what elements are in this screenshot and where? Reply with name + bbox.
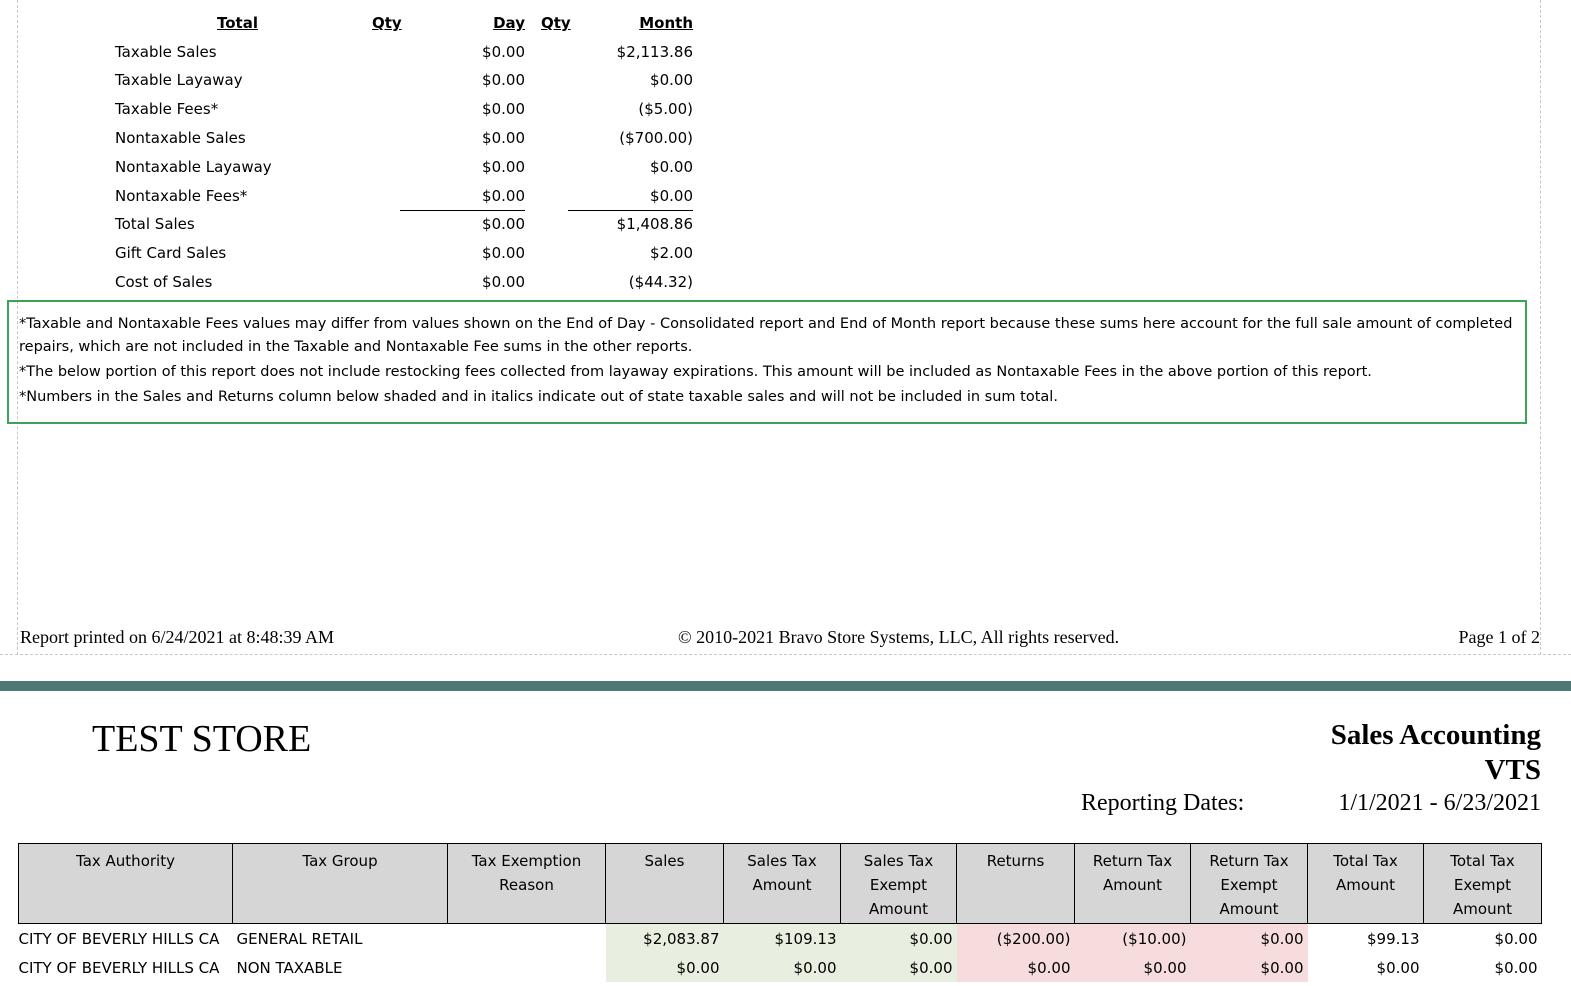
header-day: Day [493, 14, 525, 32]
cell-return-tax: ($10.00) [1075, 924, 1191, 954]
row-day-value: $0.00 [482, 43, 525, 61]
col-header: Return Tax Exempt Amount [1191, 844, 1308, 924]
cell-return-tax: $0.00 [1075, 953, 1191, 982]
col-header: Return Tax Amount [1075, 844, 1191, 924]
reporting-dates-value: 1/1/2021 - 6/23/2021 [1338, 790, 1541, 816]
row-day-value: $0.00 [482, 187, 525, 205]
row-label: Taxable Fees* [115, 100, 219, 118]
col-header: Tax Group [233, 844, 448, 924]
month-subtotal-rule [568, 210, 693, 211]
note-fees: *Taxable and Nontaxable Fees values may differ from values shown on the End of Day - Consolidated report and End of Month report because these sums here account for the full sale amount of completed repairs, which are not included in the Taxable and Nontaxable Fee sums in the other reports. [19, 316, 1513, 355]
cell-tax-authority: CITY OF BEVERLY HILLS CA [18, 958, 220, 977]
cell-total-tax: $0.00 [1376, 958, 1420, 977]
table-row [19, 924, 1542, 954]
col-header: Total Tax Amount [1308, 844, 1424, 924]
note-out-of-state: *Numbers in the Sales and Returns column below shaded and in italics indicate out of state taxable sales and will not be included in sum total. [19, 389, 1058, 405]
cell-exemption-reason [448, 924, 606, 954]
row-day-value: $0.00 [482, 71, 525, 89]
cell-sales-tax: $109.13 [724, 924, 841, 954]
cell-sales-tax-exempt: $0.00 [841, 953, 957, 982]
row-month-value: $0.00 [650, 158, 693, 176]
cell-tax-authority: CITY OF BEVERLY HILLS CA [18, 929, 220, 948]
table-row [19, 953, 1542, 982]
notes-box [7, 300, 1527, 424]
row-label: Gift Card Sales [115, 244, 227, 262]
row-month-value: $2,113.86 [616, 43, 693, 61]
col-header: Tax Exemption Reason [448, 844, 606, 924]
col-header: Total Tax Exempt Amount [1424, 844, 1542, 924]
row-day-value: $0.00 [482, 158, 525, 176]
header-qty-month: Qty [541, 14, 571, 32]
cell-tax-group: GENERAL RETAIL [236, 929, 363, 948]
cell-tax-group: NON TAXABLE [236, 958, 343, 977]
row-month-value: ($700.00) [619, 129, 693, 147]
report-title: Sales Accounting [1330, 719, 1541, 751]
row-month-value: $0.00 [650, 71, 693, 89]
row-month-value: ($5.00) [638, 100, 693, 118]
col-header: Sales Tax Amount [724, 844, 841, 924]
cell-return-tax-exempt: $0.00 [1191, 924, 1308, 954]
row-day-value: $0.00 [482, 129, 525, 147]
row-label: Taxable Sales [115, 43, 217, 61]
col-header: Sales [606, 844, 724, 924]
header-total: Total [217, 14, 258, 32]
row-day-value: $0.00 [482, 273, 525, 291]
col-header: Returns [957, 844, 1075, 924]
cell-returns: $0.00 [957, 953, 1075, 982]
row-label: Cost of Sales [115, 273, 213, 291]
col-header: Sales Tax Exempt Amount [841, 844, 957, 924]
cell-total-tax: $99.13 [1367, 929, 1420, 948]
store-name: TEST STORE [92, 718, 312, 760]
row-month-value: $0.00 [650, 187, 693, 205]
note-restocking: *The below portion of this report does not include restocking fees collected from layaway expirations. This amount will be included as Nontaxable Fees in the above portion of this report. [19, 364, 1372, 380]
row-month-value: $2.00 [650, 244, 693, 262]
page-number: Page 1 of 2 [1458, 627, 1540, 647]
row-label: Nontaxable Layaway [115, 158, 272, 176]
cell-sales-tax-exempt: $0.00 [841, 924, 957, 954]
row-label: Total Sales [115, 215, 195, 233]
reporting-dates-label: Reporting Dates: [1081, 790, 1245, 816]
row-label: Taxable Layaway [115, 71, 243, 89]
page-break-line [0, 654, 1571, 655]
cell-total-tax-exempt: $0.00 [1494, 929, 1538, 948]
header-month: Month [639, 14, 693, 32]
row-month-value: ($44.32) [628, 273, 693, 291]
table-header-row [19, 844, 1542, 924]
cell-return-tax-exempt: $0.00 [1191, 953, 1308, 982]
report-subtitle: VTS [1484, 754, 1541, 786]
cell-returns: ($200.00) [957, 924, 1075, 954]
cell-exemption-reason [448, 953, 606, 982]
report-printed-text: Report printed on 6/24/2021 at 8:48:39 AM [20, 627, 334, 647]
row-label: Nontaxable Sales [115, 129, 246, 147]
row-month-value: $1,408.86 [616, 215, 693, 233]
row-day-value: $0.00 [482, 100, 525, 118]
cell-total-tax-exempt: $0.00 [1494, 958, 1538, 977]
cell-sales-tax: $0.00 [724, 953, 841, 982]
row-day-value: $0.00 [482, 244, 525, 262]
page-divider-band [0, 681, 1571, 691]
row-label: Nontaxable Fees* [115, 187, 248, 205]
cell-sales: $2,083.87 [606, 924, 724, 954]
tax-table [18, 843, 1542, 982]
page-margin-right [1540, 0, 1541, 655]
row-day-value: $0.00 [482, 215, 525, 233]
header-qty-day: Qty [372, 14, 402, 32]
copyright-text: © 2010-2021 Bravo Store Systems, LLC, All rights reserved. [678, 627, 1120, 647]
day-subtotal-rule [400, 210, 525, 211]
col-header: Tax Authority [19, 844, 233, 924]
cell-sales: $0.00 [606, 953, 724, 982]
